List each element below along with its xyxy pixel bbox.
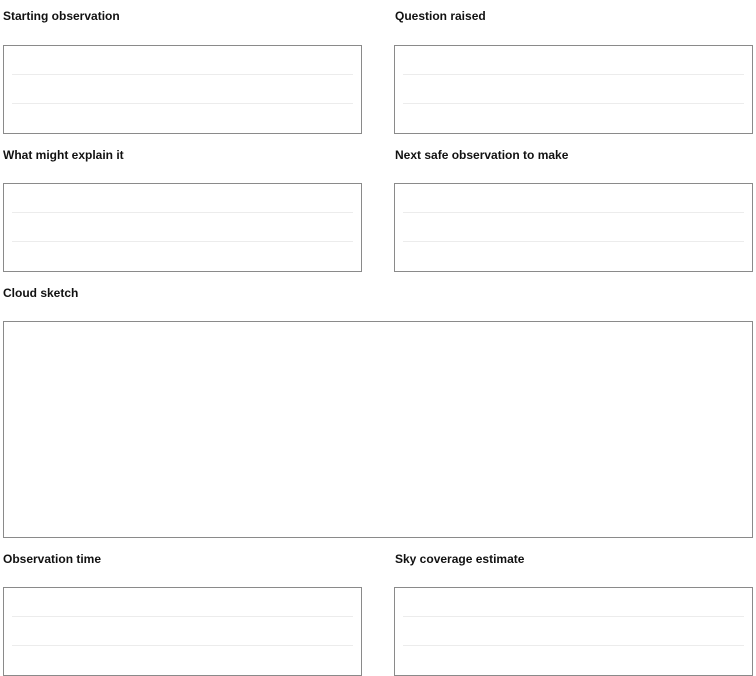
writing-line (12, 74, 353, 75)
sky-coverage-label: Sky coverage estimate (395, 552, 525, 566)
next-safe-observation-label: Next safe observation to make (395, 148, 569, 162)
what-might-explain-field[interactable] (3, 183, 362, 272)
writing-line (403, 645, 744, 646)
writing-line (403, 74, 744, 75)
writing-line (403, 103, 744, 104)
what-might-explain-label: What might explain it (3, 148, 124, 162)
sky-coverage-field[interactable] (394, 587, 753, 676)
cloud-sketch-area[interactable] (3, 321, 753, 538)
writing-line (403, 241, 744, 242)
starting-observation-label: Starting observation (3, 9, 120, 23)
starting-observation-field[interactable] (3, 45, 362, 134)
writing-line (12, 212, 353, 213)
writing-line (403, 212, 744, 213)
writing-line (403, 616, 744, 617)
observation-time-field[interactable] (3, 587, 362, 676)
next-safe-observation-field[interactable] (394, 183, 753, 272)
writing-line (12, 241, 353, 242)
writing-line (12, 103, 353, 104)
writing-line (12, 616, 353, 617)
writing-line (12, 645, 353, 646)
question-raised-field[interactable] (394, 45, 753, 134)
cloud-sketch-label: Cloud sketch (3, 286, 79, 300)
observation-time-label: Observation time (3, 552, 102, 566)
question-raised-label: Question raised (395, 9, 486, 23)
